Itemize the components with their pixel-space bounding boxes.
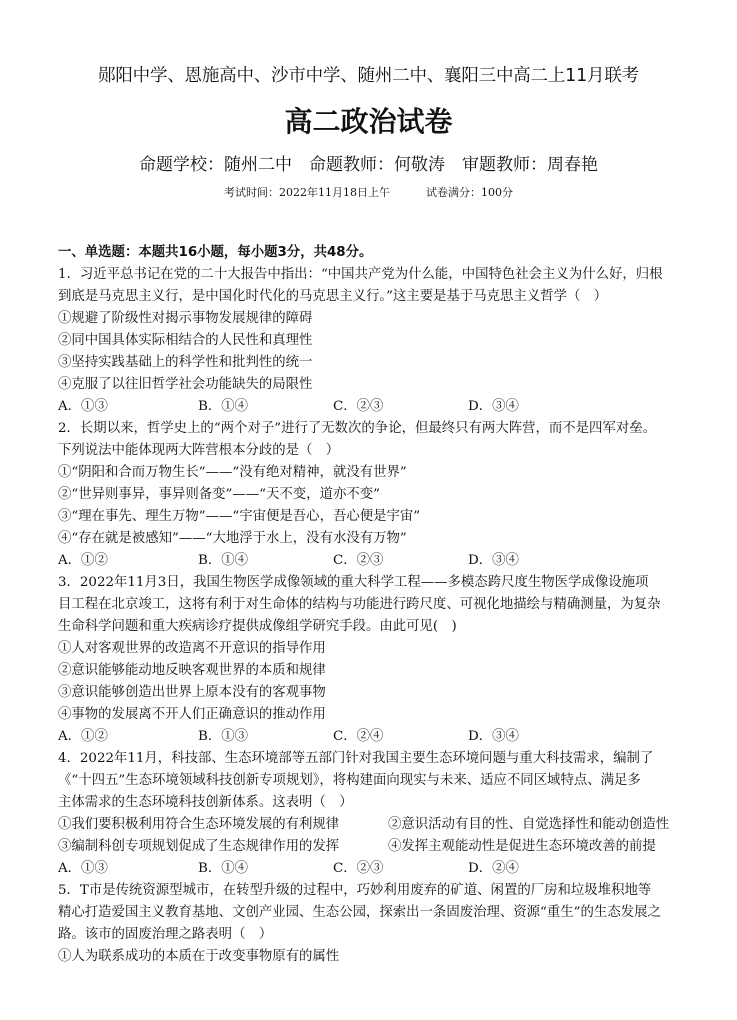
- option-d: D．③④: [468, 399, 519, 414]
- question-3-item: ③意识能够创造出世界上原本没有的客观事物: [58, 685, 326, 700]
- question-5-item: ①人为联系成功的本质在于改变事物原有的属性: [58, 949, 340, 964]
- question-4-item: ③编制科创专项规划促成了生态规律作用的发挥: [58, 839, 340, 854]
- question-1-item: ①规避了阶级性对揭示事物发展规律的障碍: [58, 311, 313, 326]
- question-4-items-row: [58, 816, 678, 834]
- option-a: A．①③: [58, 861, 108, 876]
- question-1-line: 1．习近平总书记在党的二十大报告中指出：“中国共产党为什么能，中国特色社会主义为什么好，归根: [58, 267, 663, 282]
- option-b: B．①④: [198, 553, 249, 568]
- question-3-line: 3．2022年11月3日，我国生物医学成像领域的重大科学工程——多模态跨尺度生物医学成像设施项: [58, 575, 649, 590]
- question-3-options: [58, 728, 678, 746]
- option-a: A．①②: [58, 553, 108, 568]
- option-b: B．①④: [198, 399, 249, 414]
- question-3-item: ②意识能够能动地反映客观世界的本质和规律: [58, 663, 326, 678]
- question-1-item: ③坚持实践基础上的科学性和批判性的统一: [58, 355, 313, 370]
- question-4-line: 主体需求的生态环境科技创新体系。这表明（ ）: [58, 795, 353, 810]
- question-1-item: ②同中国具体实际相结合的人民性和真理性: [58, 333, 313, 348]
- question-5-line: 精心打造爱国主义教育基地、文创产业园、生态公园，探索出一条固废治理、资源“重生”的生态发展之: [58, 905, 661, 920]
- question-4-item: ④发挥主观能动性是促进生态环境改善的前提: [388, 839, 656, 854]
- question-4-line: 4．2022年11月，科技部、生态环境部等五部门针对我国主要生态环境问题与重大科技需求，编制了: [58, 751, 654, 766]
- option-a: A．①②: [58, 729, 108, 744]
- full-score: 试卷满分：100分: [426, 186, 513, 199]
- exam-time: 考试时间：2022年11月18日上午: [224, 186, 390, 199]
- question-1-options: [58, 398, 678, 416]
- question-4-item: ①我们要积极利用符合生态环境发展的有利规律: [58, 817, 340, 832]
- question-4-options: [58, 860, 678, 878]
- option-d: D．③④: [468, 729, 519, 744]
- question-5-line: 5．T市是传统资源型城市，在转型升级的过程中，巧妙利用废弃的矿道、闲置的厂房和垃圾堆积地等: [58, 883, 652, 898]
- option-b: B．①③: [198, 729, 249, 744]
- option-d: D．③④: [468, 553, 519, 568]
- option-c: C．②③: [333, 861, 384, 876]
- question-3-item: ④事物的发展离不开人们正确意识的推动作用: [58, 707, 326, 722]
- question-4-item: ②意识活动有目的性、自觉选择性和能动创造性: [388, 817, 670, 832]
- question-4-line: 《“十四五”生态环境领域科技创新专项规划》，将构建面向现实与未来、适应不同区域特点、满足多: [58, 773, 641, 788]
- exam-authors: 命题学校：随州二中 命题教师：何敬涛 审题教师：周春艳: [139, 155, 598, 175]
- option-b: B．①④: [198, 861, 249, 876]
- question-3-line: 目工程在北京竣工，这将有利于对生命体的结构与功能进行跨尺度、可视化地描绘与精确测量，为复杂: [58, 597, 661, 612]
- question-2-item: ④“存在就是被感知”——“大地浮于水上，没有水没有万物”: [58, 531, 407, 546]
- question-2-line: 2．长期以来，哲学史上的“两个对子”进行了无数次的争论，但最终只有两大阵营，而不是四军对垒。: [58, 421, 657, 436]
- question-3-line: 生命科学问题和重大疾病诊疗提供成像组学研究手段。由此可见( ): [58, 619, 457, 634]
- option-c: C．②③: [333, 553, 384, 568]
- question-4-items-row: [58, 838, 678, 856]
- question-3-item: ①人对客观世界的改造离不开意识的指导作用: [58, 641, 326, 656]
- option-c: C．②④: [333, 729, 384, 744]
- option-c: C．②③: [333, 399, 384, 414]
- exam-title: 高二政治试卷: [284, 105, 453, 138]
- question-2-item: ①“阴阳和合而万物生长”——“没有绝对精神，就没有世界”: [58, 465, 407, 480]
- question-2-item: ②“世异则事异，事异则备变”——“天不变，道亦不变”: [58, 487, 380, 502]
- section-heading: 一、单选题：本题共16小题，每小题3分，共48分。: [58, 245, 373, 260]
- exam-info: [0, 184, 737, 200]
- question-1-line: 到底是马克思主义行，是中国化时代化的马克思主义行。”这主要是基于马克思主义哲学（ ）: [58, 289, 608, 304]
- option-d: D．②④: [468, 861, 519, 876]
- exam-schools-header: 郧阳中学、恩施高中、沙市中学、随州二中、襄阳三中高二上11月联考: [98, 66, 639, 86]
- question-1-item: ④克服了以往旧哲学社会功能缺失的局限性: [58, 377, 313, 392]
- question-2-item: ③“理在事先、理生万物”——“宇宙便是吾心，吾心便是宇宙”: [58, 509, 421, 524]
- option-a: A．①③: [58, 399, 108, 414]
- question-5-line: 路。该市的固废治理之路表明（ ）: [58, 927, 273, 942]
- question-2-options: [58, 552, 678, 570]
- question-2-line: 下列说法中能体现两大阵营根本分歧的是（ ）: [58, 443, 340, 458]
